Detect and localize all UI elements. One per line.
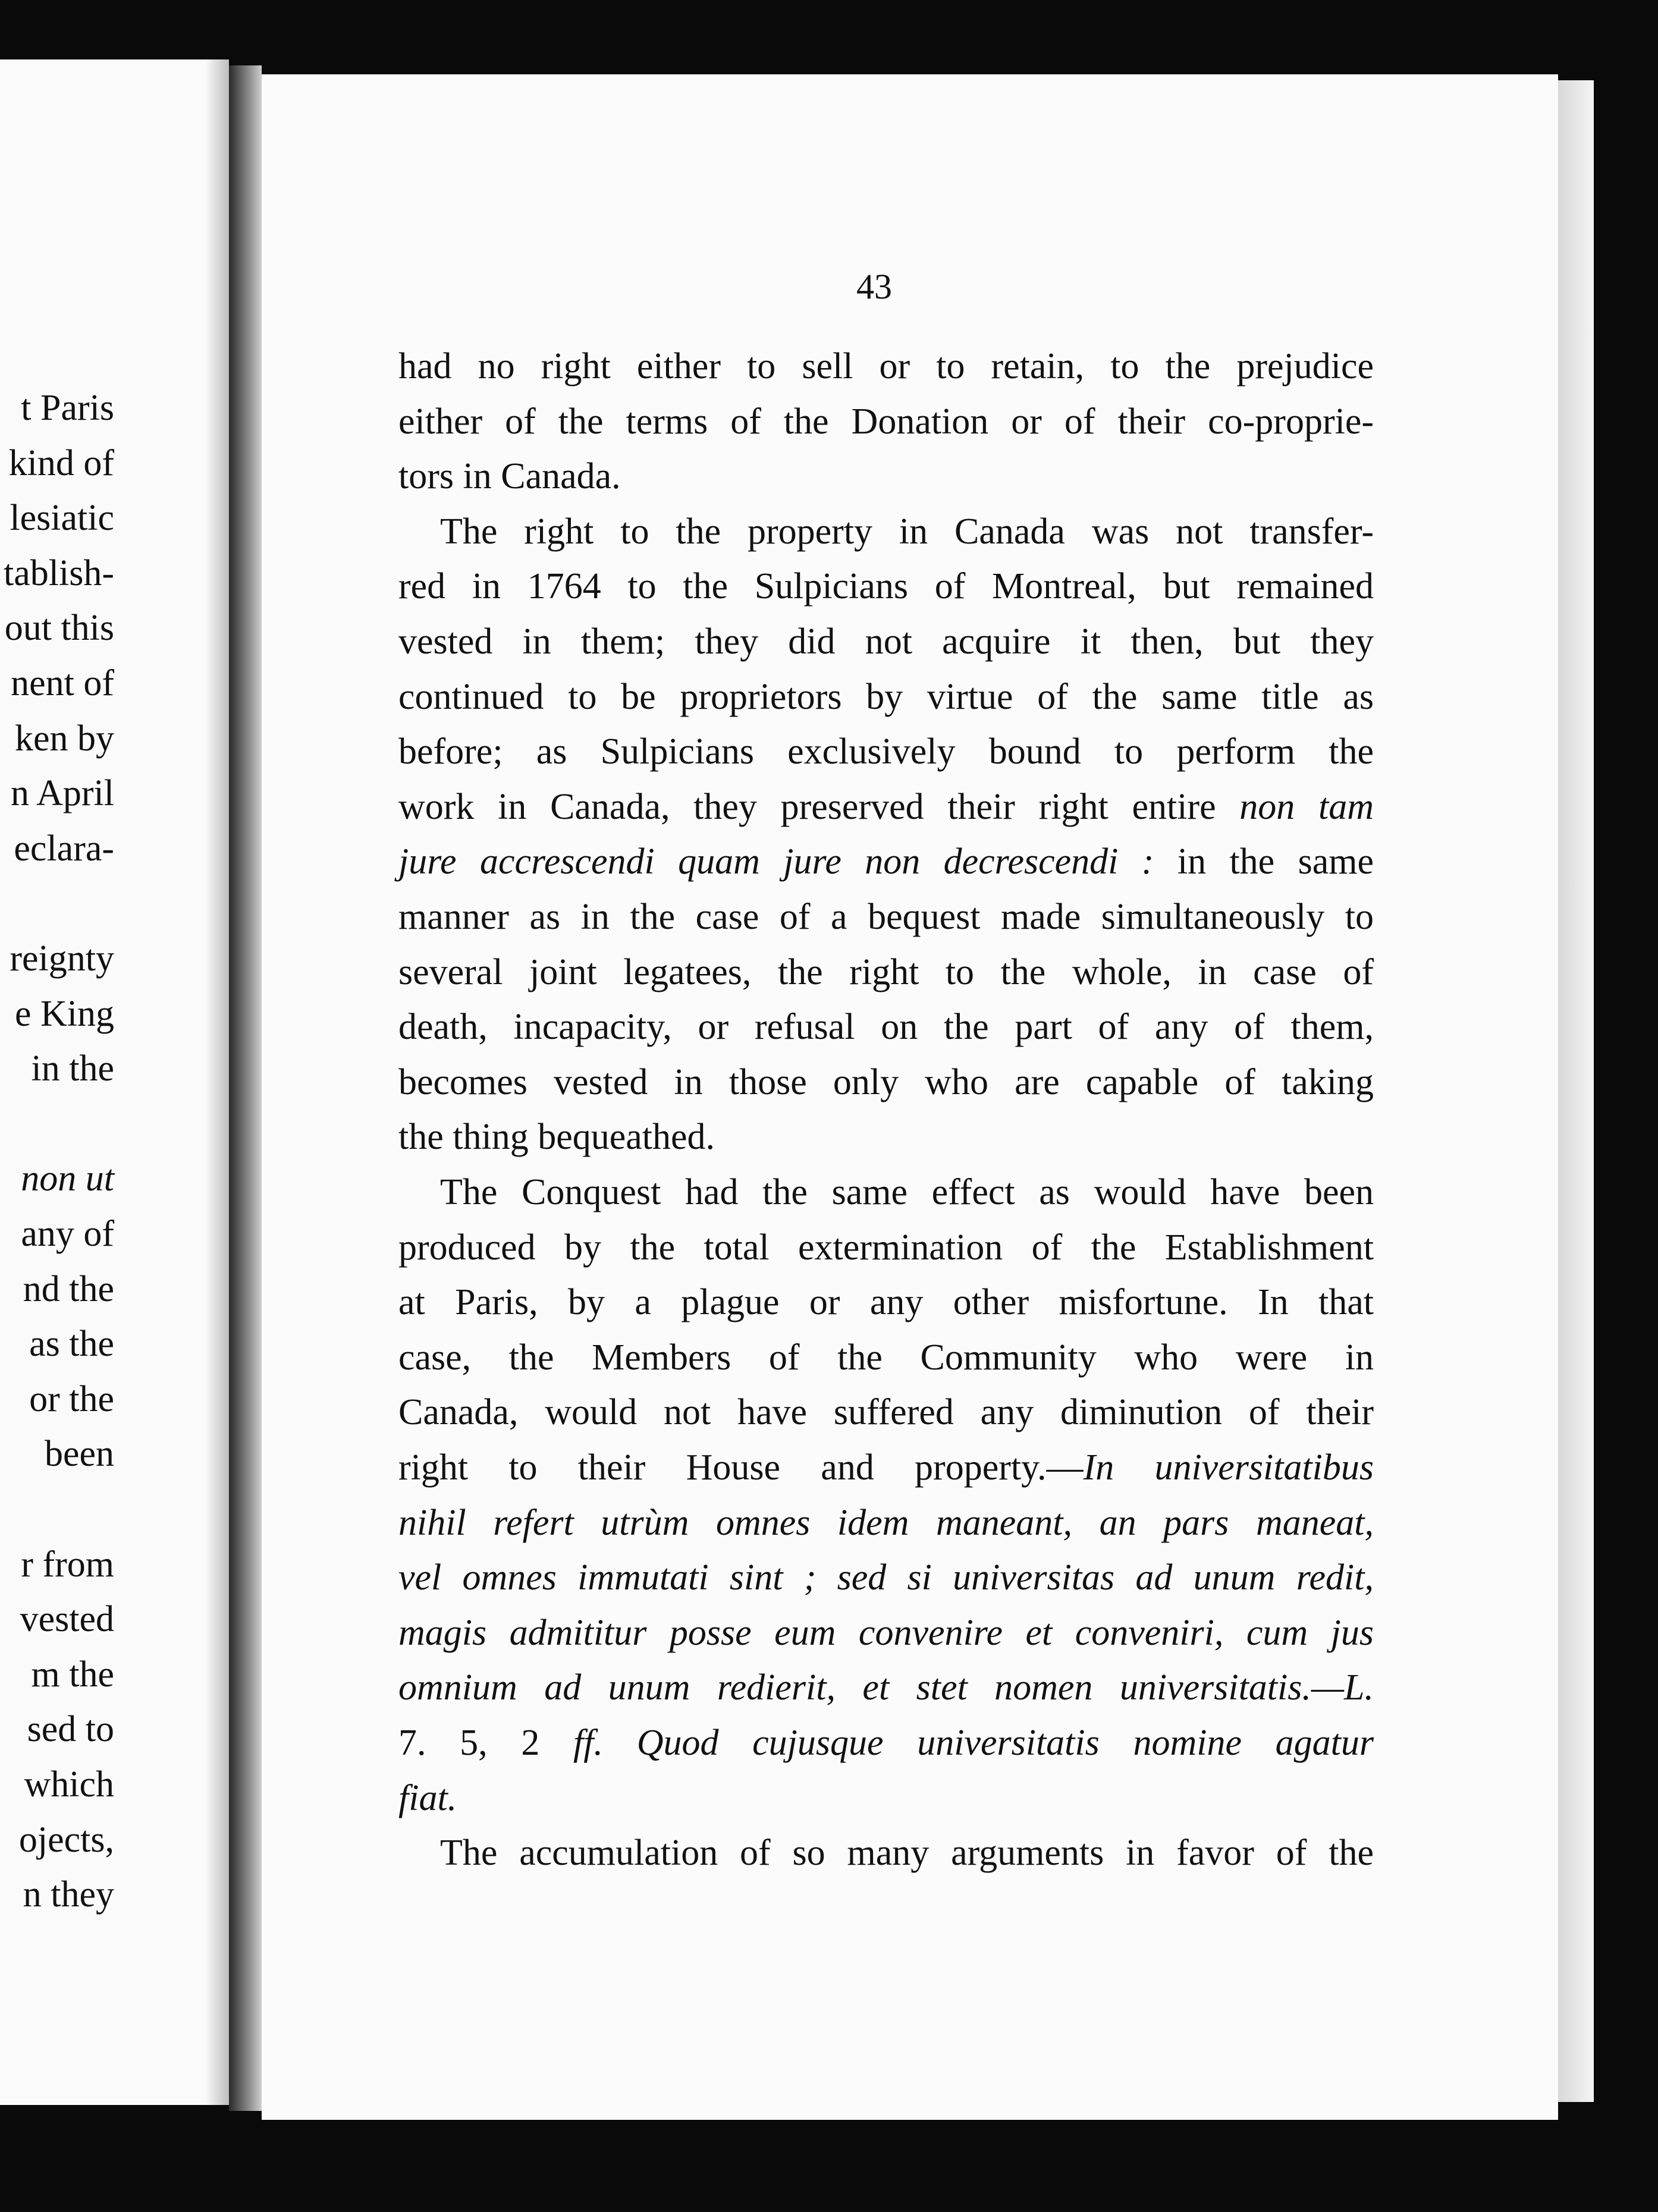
left-page-line: t Paris (21, 388, 114, 428)
text-segment (603, 1723, 637, 1763)
text-segment: tors in Canada. (398, 456, 621, 497)
text-line (440, 1825, 1374, 1881)
left-page-line: r from (21, 1544, 114, 1585)
text-segment: manner as in the case of a bequest made simultaneously to (398, 897, 1374, 937)
text-segment: death, incapacity, or refusal on the part of any of them, (398, 1007, 1374, 1048)
text-line (398, 1605, 1374, 1661)
text-line (398, 1000, 1374, 1055)
text-line (398, 614, 1374, 670)
text-segment: red in 1764 to the Sulpicians of Montreal, but remained (398, 566, 1374, 607)
text-segment: the thing bequeathed. (398, 1117, 715, 1158)
left-page-line: lesiatic (10, 498, 114, 539)
text-segment: at Paris, by a plague or any other misfortune. In that (398, 1282, 1374, 1323)
text-segment: produced by the total extermination of the Establishment (398, 1227, 1374, 1268)
left-page-line: n April (11, 773, 114, 814)
text-line (398, 449, 1374, 504)
text-segment: in the same (1154, 841, 1374, 882)
text-line (398, 1550, 1374, 1605)
left-page-line: as the (29, 1324, 114, 1365)
left-page-line: any of (21, 1214, 114, 1254)
text-line (398, 890, 1374, 945)
italic-segment: vel omnes immutati sint ; sed si universitas ad unum redit, (398, 1557, 1374, 1598)
left-page-line: reignty (10, 938, 114, 979)
text-line (398, 394, 1374, 450)
text-line (440, 1165, 1374, 1220)
text-line (398, 780, 1374, 835)
text-segment: case, the Members of the Community who were in (398, 1337, 1374, 1378)
italic-segment: In universitatibus (1083, 1447, 1374, 1488)
left-page-line: or the (29, 1378, 114, 1419)
italic-segment: magis admititur posse eum convenire et conveniri, cum jus (398, 1612, 1374, 1653)
text-line (440, 504, 1374, 560)
text-segment: The right to the property in Canada was not transfer- (440, 511, 1374, 552)
text-segment: vested in them; they did not acquire it then, but they (398, 621, 1374, 662)
text-line (398, 1495, 1374, 1551)
left-page-line: nent of (11, 663, 114, 703)
italic-segment: Quod cujusque universitatis nomine agatur (636, 1723, 1374, 1763)
italic-segment: nihil refert utrùm omnes idem maneant, an pars maneat, (398, 1502, 1374, 1543)
left-page-line: in the (31, 1048, 114, 1089)
text-line (398, 670, 1374, 725)
left-page-line: which (24, 1764, 114, 1805)
italic-segment: jure accrescendi quam jure non decrescendi : (398, 841, 1154, 882)
left-page-line: eclara- (14, 828, 114, 869)
left-page-line: nd the (23, 1268, 114, 1309)
text-line (398, 724, 1374, 780)
text-line (398, 1660, 1374, 1715)
left-page-line: m the (31, 1654, 114, 1695)
text-segment: work in Canada, they preserved their right entire (398, 786, 1240, 827)
text-line (398, 1715, 1374, 1771)
right-page-edge (1558, 80, 1594, 2102)
text-segment: The Conquest had the same effect as would have been (440, 1172, 1374, 1212)
text-segment: before; as Sulpicians exclusively bound to perform the (398, 731, 1374, 772)
left-page-line: non ut (21, 1158, 114, 1199)
book-spine (229, 65, 262, 2111)
text-line (398, 1385, 1374, 1440)
text-line (398, 1110, 1374, 1165)
italic-segment: ff. (573, 1723, 603, 1763)
text-segment: several joint legatees, the right to the whole, in case of (398, 951, 1374, 992)
left-page-line: n they (23, 1874, 114, 1915)
left-page-gutter-shadow (205, 59, 229, 2105)
left-page-line: out this (4, 608, 114, 649)
left-page-line: kind of (8, 442, 114, 483)
text-segment: had no right either to sell or to retain, to the prejudice (398, 346, 1374, 387)
italic-segment: fiat. (398, 1777, 457, 1818)
text-line (398, 834, 1374, 890)
text-segment: right to their House and property.— (398, 1447, 1084, 1488)
text-line (398, 1440, 1374, 1495)
left-page (0, 59, 229, 2105)
page-number: 43 (856, 267, 892, 306)
text-line (398, 1220, 1374, 1275)
text-line (398, 339, 1374, 394)
text-line (398, 559, 1374, 614)
text-line (398, 1275, 1374, 1330)
text-segment: 7. 5, 2 (398, 1723, 574, 1763)
left-page-line: e King (14, 993, 114, 1034)
text-segment: becomes vested in those only who are capable of taking (398, 1061, 1374, 1102)
text-segment: Canada, would not have suffered any diminution of their (398, 1392, 1374, 1433)
text-segment: continued to be proprietors by virtue of the same title as (398, 676, 1374, 717)
left-page-line: sed to (27, 1709, 114, 1750)
left-page-line: been (44, 1434, 114, 1475)
text-segment: either of the terms of the Donation or of their co-proprie- (398, 401, 1374, 442)
text-line (398, 1771, 1374, 1826)
italic-segment: omnium ad unum redierit, et stet nomen universitatis.—L. (398, 1667, 1374, 1708)
italic-segment: non tam (1239, 786, 1374, 827)
text-line (398, 945, 1374, 1000)
left-page-line: vested (20, 1599, 114, 1640)
text-line (398, 1055, 1374, 1110)
text-line (398, 1330, 1374, 1385)
left-page-line: ojects, (18, 1819, 114, 1860)
text-segment: The accumulation of so many arguments in favor of the (440, 1833, 1374, 1874)
left-page-line: tablish- (4, 552, 114, 593)
left-page-line: ken by (14, 718, 114, 759)
